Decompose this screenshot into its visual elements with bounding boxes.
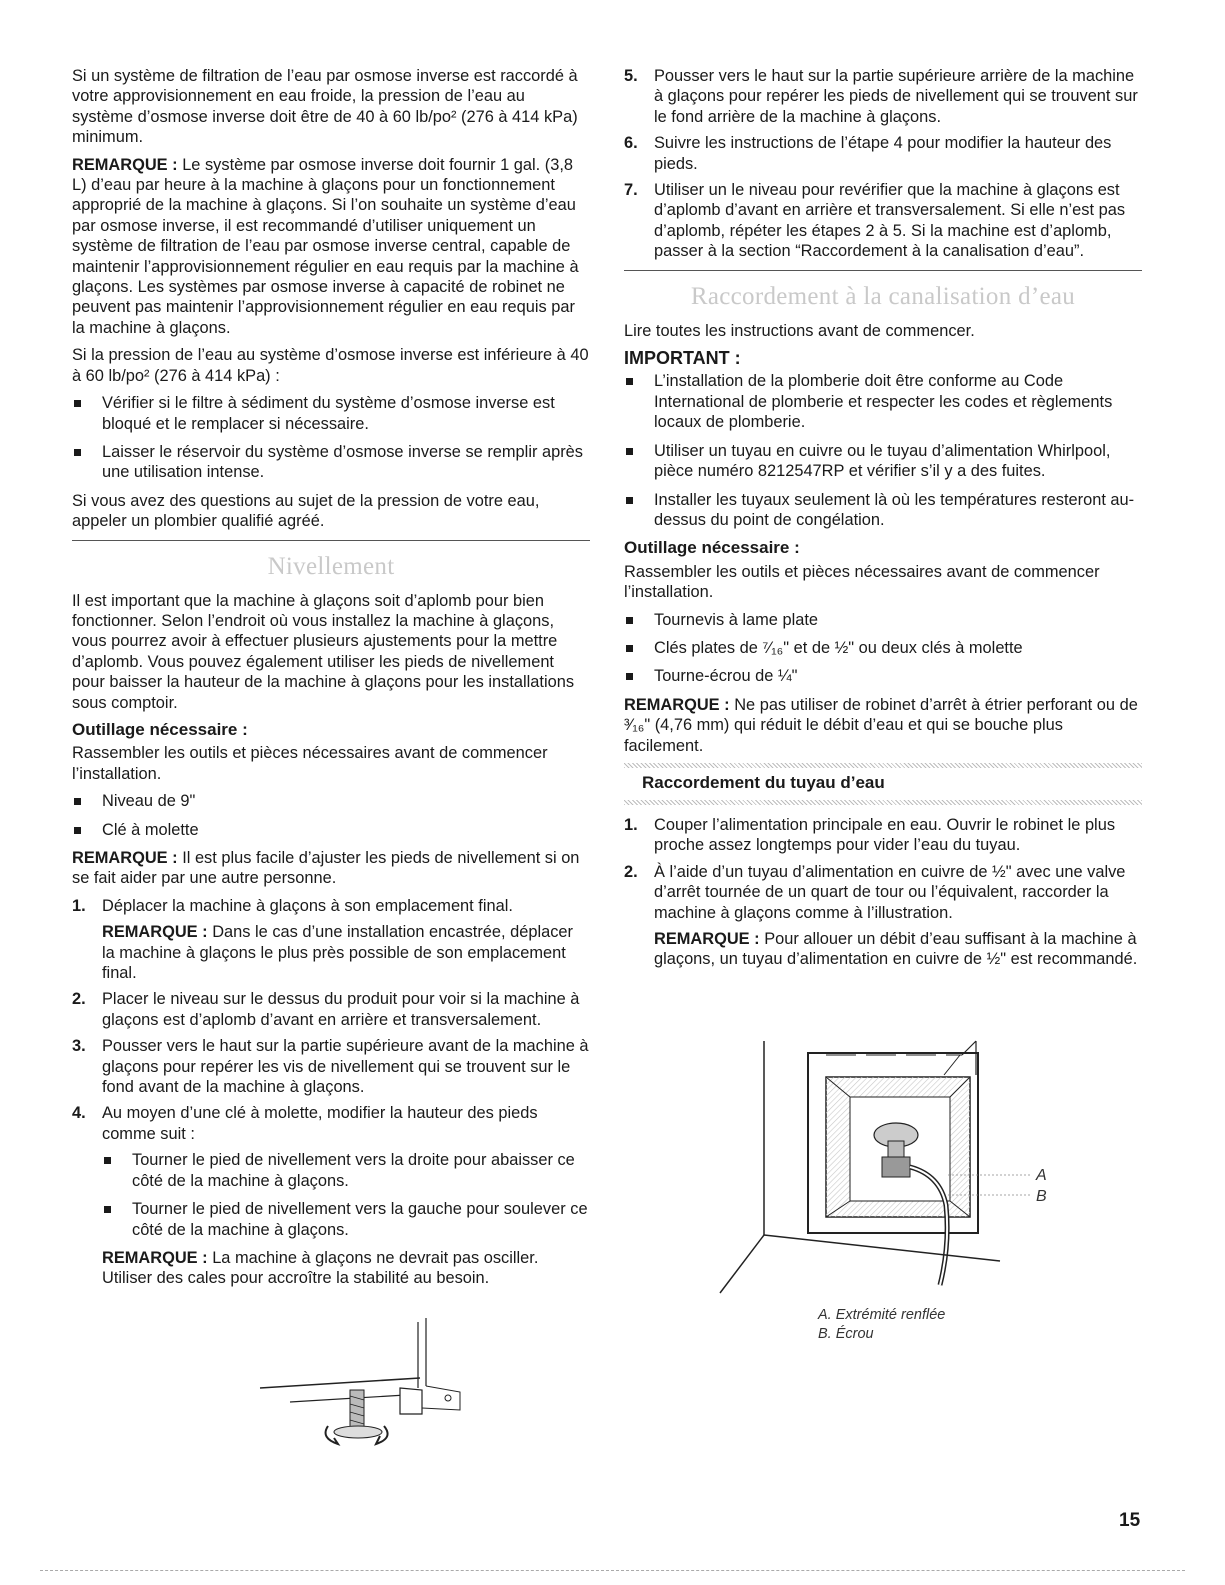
section-title-raccordement: Raccordement à la canalisation d’eau: [690, 282, 1076, 310]
step-item: [624, 815, 1142, 856]
tools-intro: Rassembler les outils et pièces nécessaires avant de commencer l’installation.: [624, 562, 1100, 602]
step-number: 2.: [624, 862, 638, 881]
remark-text: Ne pas utiliser de robinet d’arrêt à étrier perforant ou de ³⁄₁₆" (4,76 mm) qui réduit le débit d’eau et qui se bouche plus facilement.: [624, 695, 1138, 755]
leveling-foot-illustration: [250, 1318, 470, 1448]
sub-list-item: Tourner le pied de nivellement vers la gauche pour soulever ce côté de la machine à glaçons.: [102, 1199, 590, 1240]
water-connection-illustration: [700, 1035, 1060, 1305]
step-item: [624, 862, 1142, 923]
leveling-intro: Il est important que la machine à glaçons soit d’aplomb pour bien fonctionner. Selon l’endroit où vous installez la machine à glaçons, vous pourrez avoir à effectuer plusieurs ajustements pour la mettre d’aplomb. Vous pouvez également utiliser les pieds de nivellement pour baisser la hauteur de la machine à glaçons pour les installations sous comptoir.: [72, 591, 575, 712]
pressure-paragraph: Si la pression de l’eau au système d’osmose inverse est inférieure à 40 à 60 lb/po² (276 à 414 kPa) :: [72, 346, 589, 385]
page-number: 15: [1119, 1510, 1141, 1531]
list-item: Laisser le réservoir du système d’osmose inverse se remplir après une utilisation intense.: [72, 442, 590, 483]
remark-text: La machine à glaçons ne devrait pas osciller. Utiliser des cales pour accroître la stabilité au besoin.: [102, 1248, 539, 1288]
helper-remark: [72, 848, 590, 889]
step-text: Suivre les instructions de l’étape 4 pour modifier la hauteur des pieds.: [654, 134, 1112, 173]
remark-text: Pour allouer un débit d’eau suffisant à la machine à glaçons, un tuyau d’alimentation en cuivre de ½" est recommandé.: [654, 930, 1138, 969]
step-text: Couper l’alimentation principale en eau. Ouvrir le robinet le plus proche assez longtemps pour vider l’eau du tuyau.: [654, 815, 1116, 855]
list-item: Utiliser un tuyau en cuivre ou le tuyau d’alimentation Whirlpool, pièce numéro 8212547RP et vérifier s’il y a des fuites.: [624, 441, 1142, 482]
remark-text: Il est plus facile d’ajuster les pieds de nivellement si on se fait aider par une autre personne.: [72, 849, 580, 888]
list-item: Installer les tuyaux seulement là où les températures resteront au-dessus du point de congélation.: [624, 490, 1142, 531]
section-divider: [624, 270, 1142, 271]
step-text: Utiliser un le niveau pour revérifier que la machine à glaçons est d’aplomb d’avant en arrière et transversalement. Si elle n’est pas d’aplomb, répéter les étapes 2 à 5. Si la machine est d’aplomb, passer à la section “Raccordement à la canalisation d’eau”.: [654, 181, 1126, 261]
figure-label-a: A: [1036, 1167, 1047, 1184]
remark-label: REMARQUE :: [72, 849, 178, 867]
tool-item: Clés plates de ⁷⁄₁₆" et de ½" ou deux clés à molette: [624, 638, 1142, 658]
list-item: Vérifier si le filtre à sédiment du système d’osmose inverse est bloqué et le remplacer si nécessaire.: [72, 393, 590, 434]
step-text: Pousser vers le haut sur la partie supérieure avant de la machine à glaçons pour repérer les vis de nivellement qui se trouvent sur le fond avant de la machine à glaçons.: [102, 1037, 589, 1097]
remark-label: REMARQUE :: [624, 695, 730, 714]
step-number: 2.: [72, 990, 86, 1009]
remark-text: Dans le cas d’une installation encastrée, déplacer la machine à glaçons le plus près possible de son emplacement final.: [102, 923, 574, 983]
figure-label-b: B: [1036, 1188, 1047, 1205]
tools-heading: Outillage nécessaire :: [624, 538, 800, 558]
step-text: Déplacer la machine à glaçons à son emplacement final.: [102, 896, 513, 915]
caption-a: A. Extrémité renflée: [818, 1307, 946, 1323]
step-item: [72, 989, 590, 1030]
remark-label: REMARQUE :: [654, 930, 760, 948]
step-number: 3.: [72, 1037, 86, 1056]
osmosis-paragraph: Si un système de filtration de l’eau par osmose inverse est raccordé à votre approvisionnement en eau froide, la pression de l’eau au système d’osmose inverse doit être de 40 à 60 lb/po² (276 à 414 kPa) minimum.: [72, 67, 578, 147]
step-text: À l’aide d’un tuyau d’alimentation en cuivre de ½" avec une valve d’arrêt tournée de un quart de tour ou l’équivalent, raccorder la machine à glaçons comme à l’illustration.: [654, 862, 1126, 922]
step-text: Au moyen d’une clé à molette, modifier la hauteur des pieds comme suit :: [102, 1104, 538, 1143]
section-divider: [72, 540, 590, 541]
step-number: 4.: [72, 1104, 86, 1123]
section-title-nivellement: Nivellement: [267, 552, 395, 580]
step-number: 1.: [624, 815, 638, 834]
osmosis-remark: [72, 155, 590, 339]
page-edge-divider: [40, 1570, 1185, 1571]
caption-b: B. Écrou: [818, 1326, 874, 1342]
step-number: 6.: [624, 134, 638, 153]
left-column: [72, 66, 590, 1295]
subsection-heading: Raccordement du tuyau d’eau: [642, 772, 885, 792]
tool-item: Niveau de 9": [72, 791, 590, 811]
step-remark: [72, 1248, 590, 1289]
important-heading: IMPORTANT :: [624, 348, 741, 369]
step-remark: [72, 922, 590, 983]
list-item: L’installation de la plomberie doit être conforme au Code International de plomberie et respecter les codes et règlements locaux de plomberie.: [624, 371, 1142, 432]
remark-text: Le système par osmose inverse doit fournir 1 gal. (3,8 L) d’eau par heure à la machine à glaçons pour un fonctionnement approprié de la machine à glaçons. Si l’on souhaite un système d’eau par osmose inverse, il est recommandé d’utiliser uniquement un système de filtration de l’eau par osmose inverse central, capable de maintenir l’approvisionnement régulier en eau requis par la machine à glaçons. Les systèmes par osmose inverse à capacité de robinet ne peuvent pas maintenir l’approvisionnement régulier en eau requis par la machine à glaçons.: [72, 155, 579, 337]
remark-label: REMARQUE :: [102, 1248, 208, 1267]
step-number: 1.: [72, 896, 86, 915]
tool-item: Clé à molette: [72, 820, 590, 840]
tool-item: Tournevis à lame plate: [624, 610, 1142, 630]
figure-captions: [818, 1306, 945, 1344]
step-text: Pousser vers le haut sur la partie supérieure arrière de la machine à glaçons pour repérer les pieds de nivellement qui se trouvent sur le fond arrière de la machine à glaçons.: [654, 67, 1138, 126]
right-column: [624, 66, 1142, 976]
step-item: [72, 896, 590, 916]
sub-list-item: Tourner le pied de nivellement vers la droite pour abaisser ce côté de la machine à glaçons.: [102, 1150, 590, 1191]
step-item: [624, 66, 1142, 127]
step-remark: [624, 929, 1142, 970]
step-item: [624, 180, 1142, 262]
step-number: 5.: [624, 67, 638, 85]
step-item: [72, 1036, 590, 1097]
step-item: [72, 1103, 590, 1144]
questions-paragraph: Si vous avez des questions au sujet de la pression de votre eau, appeler un plombier qualifié agréé.: [72, 491, 540, 531]
tool-item: Tourne-écrou de ¼": [624, 666, 1142, 686]
hatch-divider: [624, 763, 1142, 768]
valve-remark: [624, 695, 1142, 756]
read-instructions: Lire toutes les instructions avant de commencer.: [624, 321, 975, 340]
tools-heading: Outillage nécessaire :: [72, 719, 248, 739]
step-text: Placer le niveau sur le dessus du produit pour voir si la machine à glaçons est d’aplomb d’avant en arrière et transversalement.: [102, 990, 580, 1029]
hatch-divider: [624, 800, 1142, 805]
remark-label: REMARQUE :: [102, 923, 208, 942]
step-number: 7.: [624, 181, 638, 200]
tools-intro: Rassembler les outils et pièces nécessaires avant de commencer l’installation.: [72, 744, 548, 783]
step-item: [624, 133, 1142, 174]
remark-label: REMARQUE :: [72, 155, 178, 174]
